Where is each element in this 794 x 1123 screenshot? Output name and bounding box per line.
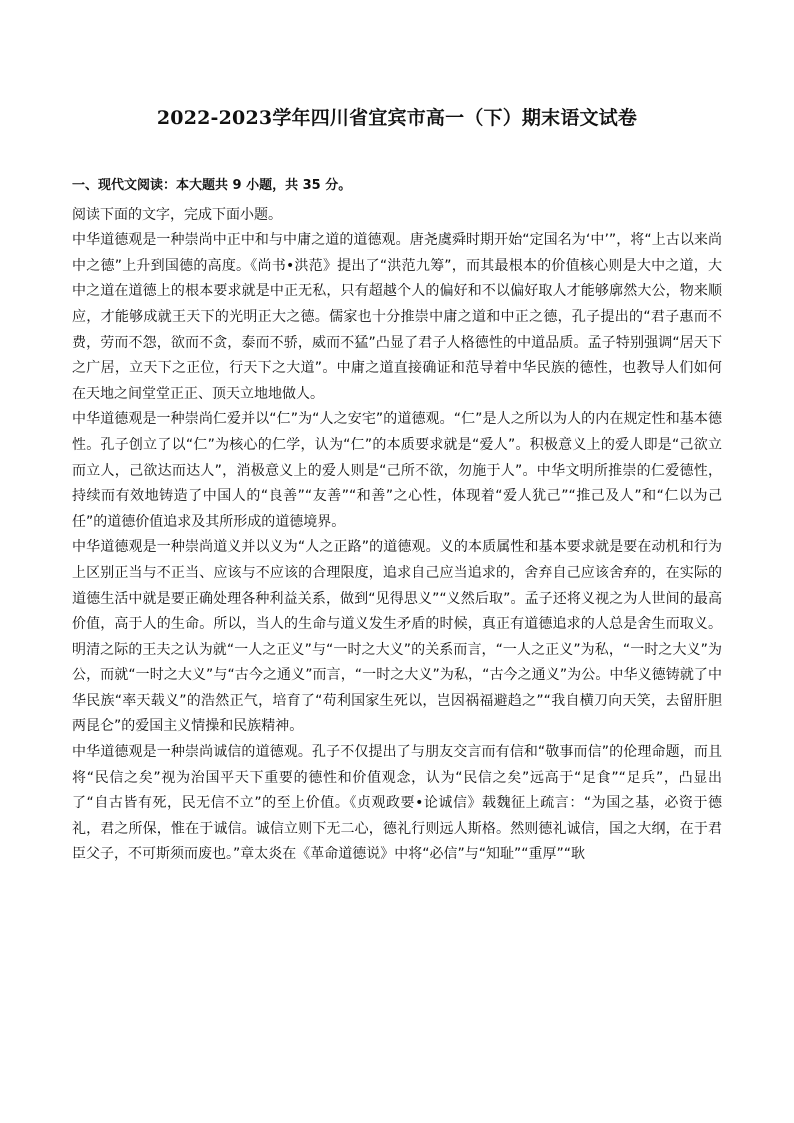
paragraph-3: 中华道德观是一种崇尚道义并以义为“人之正路”的道德观。义的本质属性和基本要求就是要在动机和行为上区别正当与不正当、应该与不应该的合理限度，追求自己应当追求的，舍弃自己应该舍弃的，在实际的道德生活中就是要正确处理各种利益关系，做到“见得思义”“义然后取”。孟子还将义视之为人世间的最高价值，高于人的生命。所以，当人的生命与道义发生矛盾的时候，真正有道德追求的人总是舍生而取义。明清之际的王夫之认为就“一人之正义”与“一时之大义”的关系而言，“一人之正义”为私，“一时之大义”为公，而就“一时之大义”与“古今之通义”而言，“一时之大义”为私，“古今之通义”为公。中华义德铸就了中华民族“率天载义”的浩然正气，培育了“苟利国家生死以，岂因祸福避趋之”“我自横刀向天笑，去留肝胆两昆仑”的爱国主义情操和民族精神。 — [72, 539, 722, 735]
paragraph-4: 中华道德观是一种崇尚诚信的道德观。孔子不仅提出了与朋友交言而有信和“敬事而信”的伦理命题，而且将“民信之矣”视为治国平天下重要的德性和价值观念，认为“民信之矣”远高于“足食”“足兵”，凸显出了“自古皆有死，民无信不立”的至上价值。《贞观政要•论诚信》载魏征上疏言：“为国之基，必资于德礼，君之所保，惟在于诚信。诚信立则下无二心，德礼行则远人斯格。然则德礼诚信，国之大纲，在于君臣父子，不可斯须而废也。”章太炎在《革命道德说》中将“必信”与“知耻”“重厚”“耿 — [72, 744, 722, 863]
section-heading: 一、现代文阅读：本大题共 9 小题，共 35 分。 — [72, 178, 352, 193]
exam-title: 2022-2023学年四川省宜宾市高一（下）期末语文试卷 — [156, 107, 638, 129]
exam-body — [72, 173, 722, 868]
reading-instruction: 阅读下面的文字，完成下面小题。 — [72, 206, 282, 223]
paragraph-2: 中华道德观是一种崇尚仁爱并以“仁”为“人之安宅”的道德观。“仁”是人之所以为人的内在规定性和基本德性。孔子创立了以“仁”为核心的仁学，认为“仁”的本质要求就是“爱人”。积极意义上的爱人即是“己欲立而立人，己欲达而达人”，消极意义上的爱人则是“己所不欲，勿施于人”。中华文明所推崇的仁爱德性，持续而有效地铸造了中国人的“良善”“友善”“和善”之心性，体现着“爱人犹己”“推己及人”和“仁以为己任”的道德价值追求及其所形成的道德境界。 — [72, 411, 722, 530]
paragraph-1: 中华道德观是一种崇尚中正中和与中庸之道的道德观。唐尧虞舜时期开始“定国名为‘中’”，将“上古以来尚中之德”上升到国德的高度。《尚书•洪范》提出了“洪范九筹”，而其最根本的价值核心则是大中之道，大中之道在道德上的根本要求就是中正无私，只有超越个人的偏好和不以偏好取人才能够廓然大公，物来顺应，才能够成就王天下的光明正大之德。儒家也十分推崇中庸之道和中正之德，孔子提出的“君子惠而不费，劳而不怨，欲而不贪，泰而不骄，威而不猛”凸显了君子人格德性的中道品质。孟子特别强调“居天下之广居，立天下之正位，行天下之大道”。中庸之道直接确证和范导着中华民族的德性，也教导人们如何在天地之间堂堂正正、顶天立地地做人。 — [72, 232, 722, 402]
